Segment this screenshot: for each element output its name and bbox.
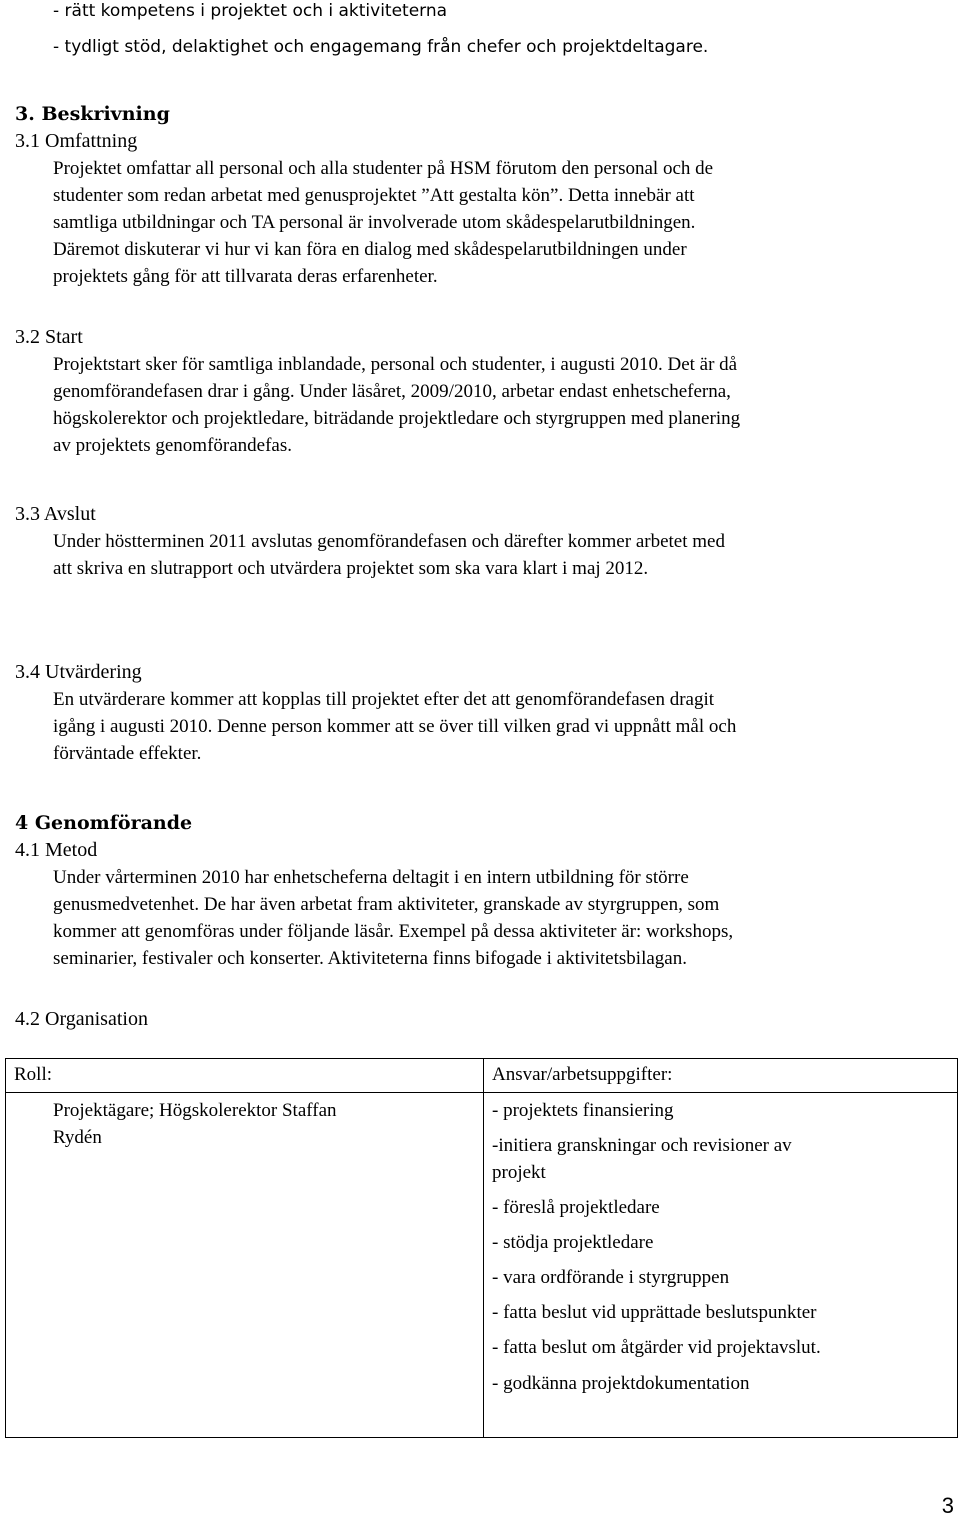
intro-bullet-1: - rätt kompetens i projektet och i aktiviteterna: [53, 1, 448, 21]
table-header-role: Roll:: [14, 1064, 53, 1085]
table-cell-role: Rydén: [53, 1127, 102, 1148]
section-4-1-heading: 4.1 Metod: [15, 839, 98, 861]
paragraph-line: projektets gång för att tillvarata deras erfarenheter.: [53, 266, 438, 287]
table-cell-task: - projektets finansiering: [492, 1100, 674, 1121]
table-header-divider-right: [483, 1092, 957, 1093]
section-3-title: 3. Beskrivning: [15, 103, 170, 125]
paragraph-line: seminarier, festivaler och konserter. Aktiviteterna finns bifogade i aktivitetsbilagan.: [53, 948, 687, 969]
paragraph-line: av projektets genomförandefas.: [53, 435, 292, 456]
table-column-divider: [483, 1059, 484, 1437]
paragraph-line: att skriva en slutrapport och utvärdera projektet som ska vara klart i maj 2012.: [53, 558, 649, 579]
section-4-title: 4 Genomförande: [15, 812, 193, 834]
paragraph-line: Projektet omfattar all personal och alla studenter på HSM förutom den personal och de: [53, 158, 714, 179]
table-cell-task: - fatta beslut vid upprättade beslutspunkter: [492, 1302, 817, 1323]
section-3-4-heading: 3.4 Utvärdering: [15, 661, 142, 683]
paragraph-line: studenter som redan arbetat med genusprojektet ”Att gestalta kön”. Detta innebär att: [53, 185, 695, 206]
section-3-2-heading: 3.2 Start: [15, 326, 83, 348]
paragraph-line: kommer att genomföras under följande läsår. Exempel på dessa aktiviteter är: workshops,: [53, 921, 734, 942]
paragraph-line: En utvärderare kommer att kopplas till projektet efter det att genomförandefasen dragit: [53, 689, 715, 710]
paragraph-line: Däremot diskuterar vi hur vi kan föra en dialog med skådespelarutbildningen under: [53, 239, 687, 260]
section-3-1-heading: 3.1 Omfattning: [15, 130, 138, 152]
table-cell-task: - godkänna projektdokumentation: [492, 1373, 750, 1394]
table-cell-role: Projektägare; Högskolerektor Staffan: [53, 1100, 337, 1121]
table-header-tasks: Ansvar/arbetsuppgifter:: [492, 1064, 673, 1085]
paragraph-line: Under vårterminen 2010 har enhetscheferna deltagit i en intern utbildning för större: [53, 867, 689, 888]
section-4-2-heading: 4.2 Organisation: [15, 1008, 148, 1030]
section-3-3-heading: 3.3 Avslut: [15, 503, 96, 525]
paragraph-line: genomförandefasen drar i gång. Under läsåret, 2009/2010, arbetar endast enhetscheferna,: [53, 381, 731, 402]
table-cell-task: projekt: [492, 1162, 546, 1183]
paragraph-line: Projektstart sker för samtliga inblandade, personal och studenter, i augusti 2010. Det är då: [53, 354, 738, 375]
paragraph-line: förväntade effekter.: [53, 743, 202, 764]
table-header-divider-left: [6, 1092, 483, 1093]
table-cell-task: - stödja projektledare: [492, 1232, 654, 1253]
table-cell-task: - föreslå projektledare: [492, 1197, 660, 1218]
table-cell-task: - vara ordförande i styrgruppen: [492, 1267, 730, 1288]
table-cell-task: -initiera granskningar och revisioner av: [492, 1135, 792, 1156]
paragraph-line: samtliga utbildningar och TA personal är involverade utom skådespelarutbildningen.: [53, 212, 696, 233]
organisation-table: [5, 1058, 958, 1438]
table-cell-task: - fatta beslut om åtgärder vid projektavslut.: [492, 1337, 821, 1358]
paragraph-line: igång i augusti 2010. Denne person kommer att se över till vilken grad vi uppnått mål och: [53, 716, 737, 737]
intro-bullet-2: - tydligt stöd, delaktighet och engagemang från chefer och projektdeltagare.: [53, 37, 709, 57]
paragraph-line: Under höstterminen 2011 avslutas genomförandefasen och därefter kommer arbetet med: [53, 531, 725, 552]
page-number: 3: [941, 1493, 954, 1518]
paragraph-line: genusmedvetenhet. De har även arbetat fram aktiviteter, granskade av styrgruppen, som: [53, 894, 720, 915]
paragraph-line: högskolerektor och projektledare, biträdande projektledare och styrgruppen med planering: [53, 408, 741, 429]
